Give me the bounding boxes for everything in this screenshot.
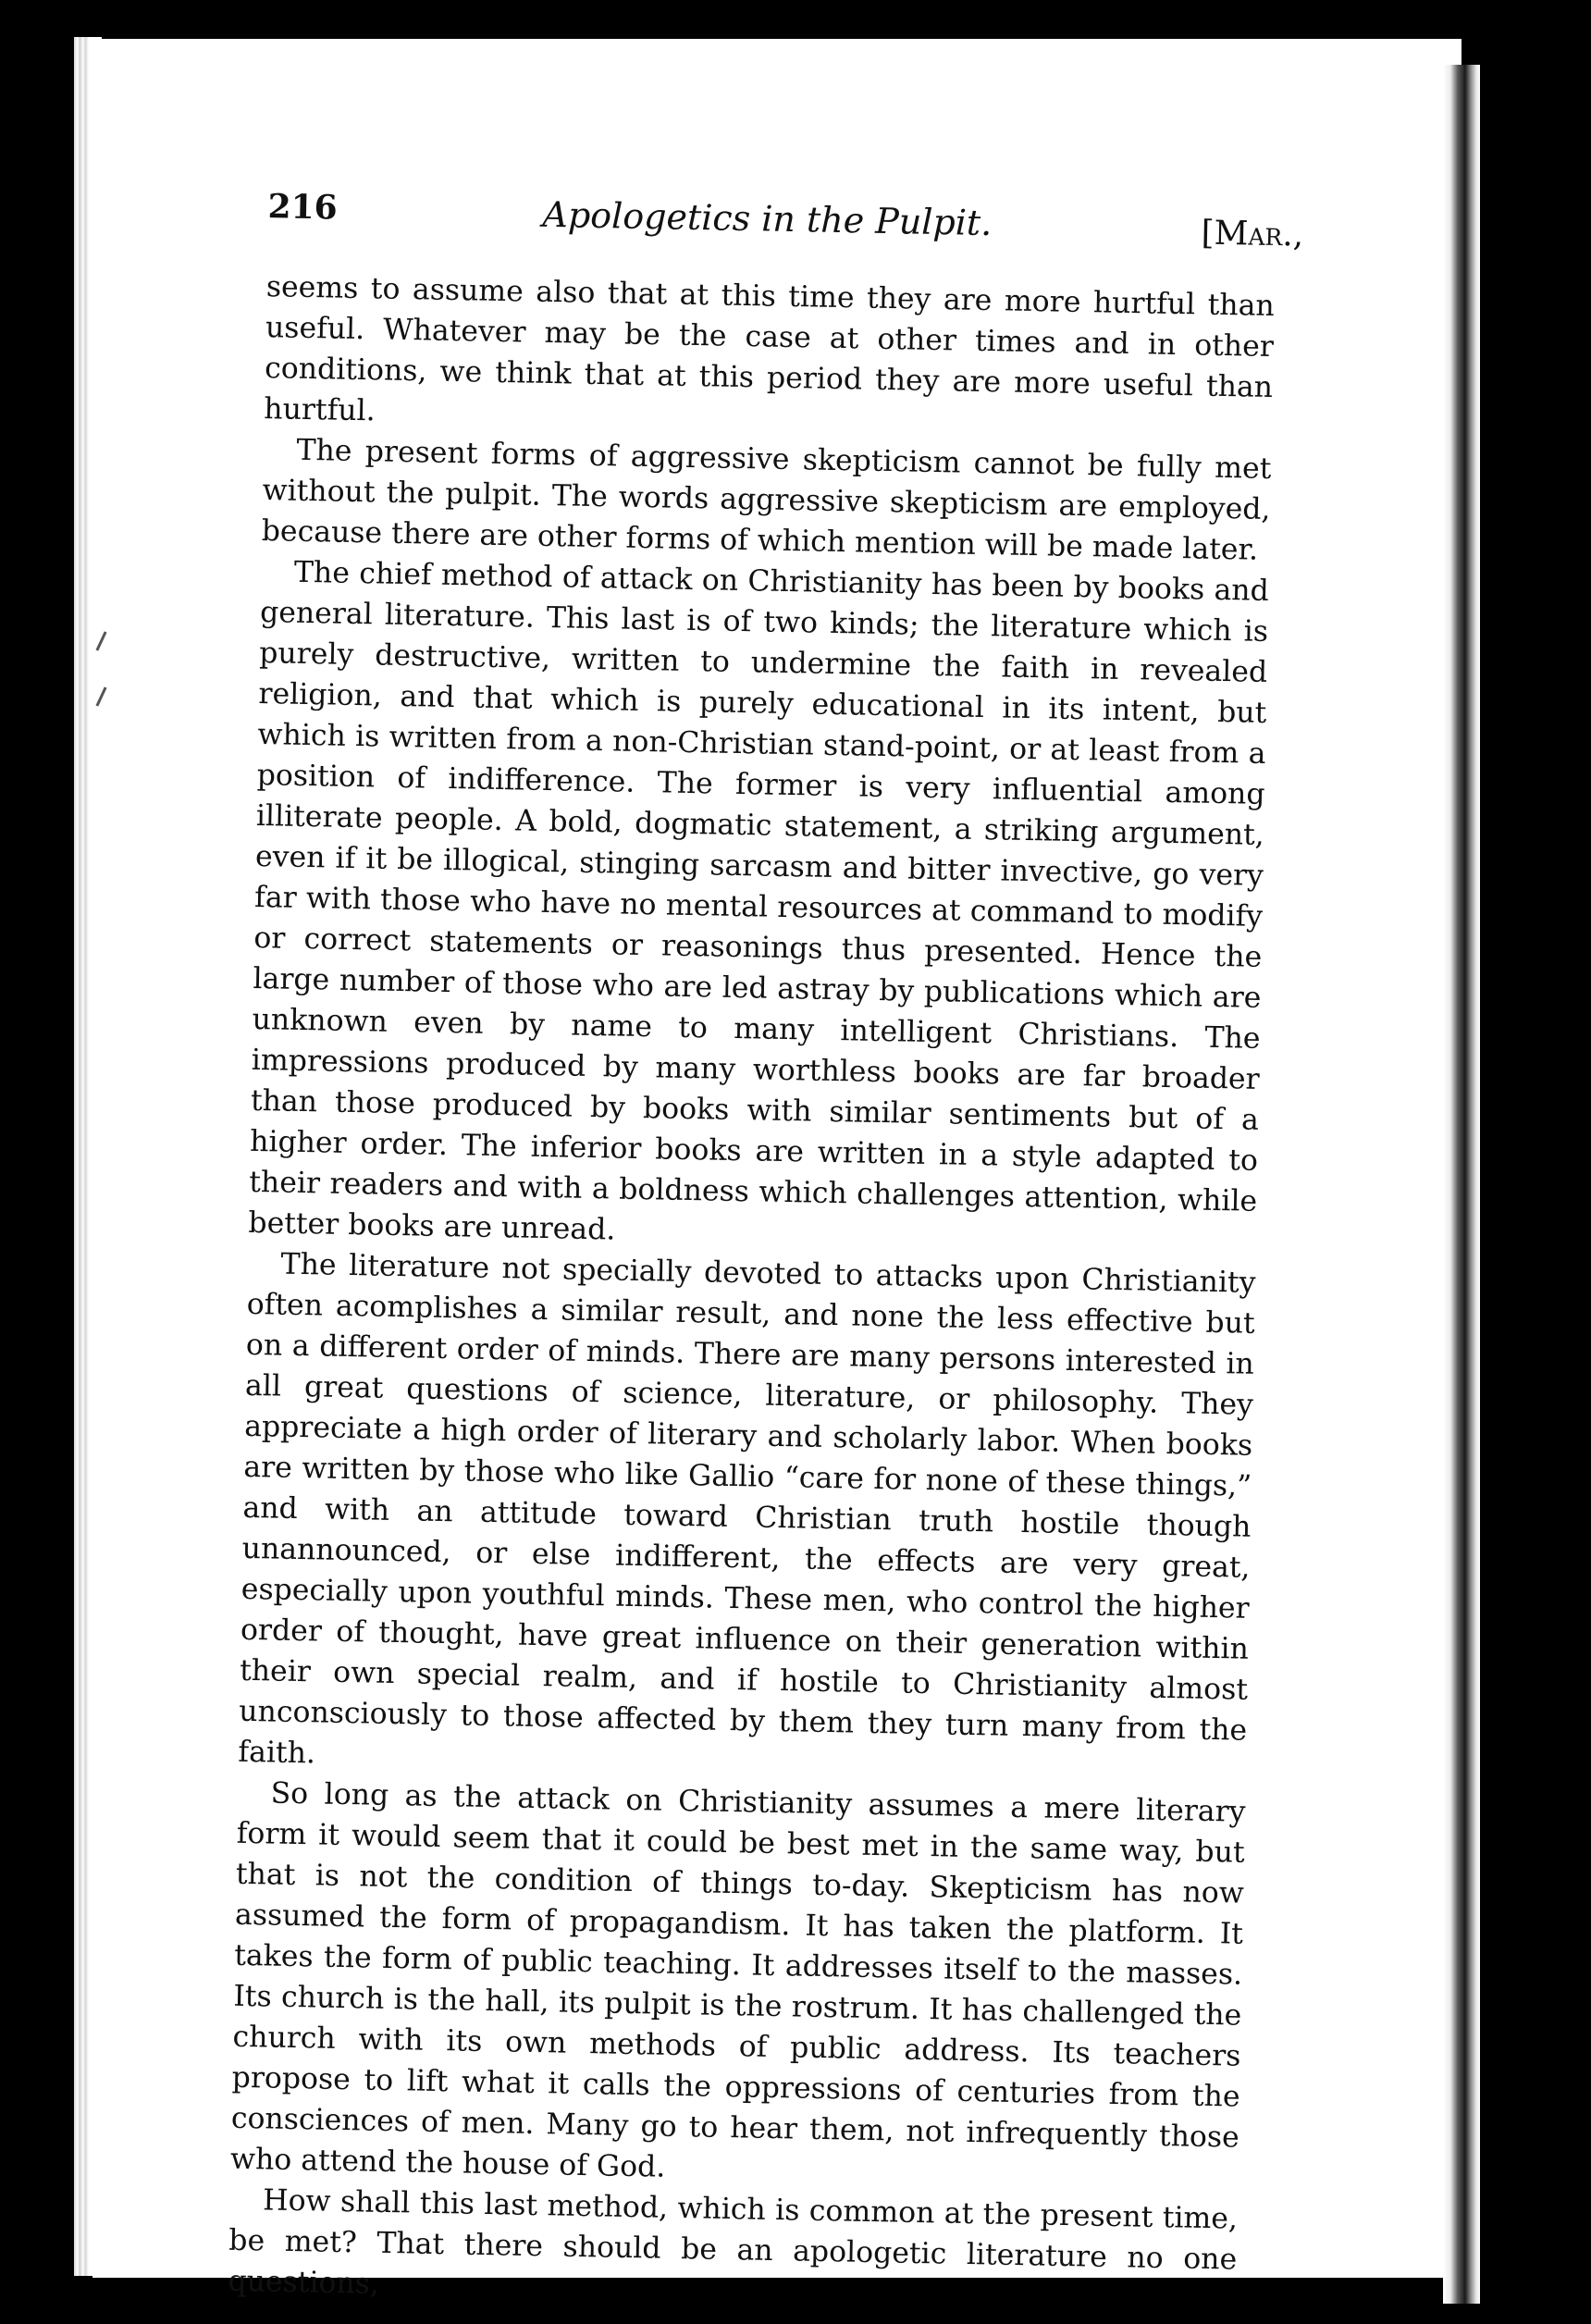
paragraph: How shall this last method, which is common at the present time, be met? That there should be an apologetic literature no one questions, (228, 2183, 1239, 2301)
page-number: 216 (267, 187, 339, 228)
paragraph: seems to assume also that at this time they are more hurtful than useful. Whatever may be the case at other times and in other conditions, we think that at this period they are more useful than hurtful. (264, 270, 1276, 428)
running-title: Apologetics in the Pulpit. (542, 193, 993, 244)
issue-month: [Mar., (1201, 214, 1304, 254)
paragraph: The present forms of aggressive skepticism cannot be fully met without the pulpit. The words aggressive skepticism are employed, because there are other forms of which mention will be made later. (261, 433, 1272, 567)
body-text (228, 266, 1275, 2321)
binding-edge (1443, 65, 1480, 2304)
paragraph: The literature not specially devoted to attacks upon Christianity often acomplishes a similar result, and none the less effective but on a different order of minds. There are many persons interested in all great questions of science, literature, or philosophy. They appreciate a high order of literary and scholarly labor. When books are written by those who like Gallio “care for none of these things,” and with an attitude toward Christian truth hostile though unannounced, or else indifferent, the effects are very great, especially upon youthful minds. These men, who control the higher order of thought, have great influence on their generation within their own special realm, and if hostile to Christianity almost unconsciously to those affected by them they turn many from the faith. (238, 1247, 1256, 1771)
paragraph: The chief method of attack on Christianity has been by books and general literature. This last is of two kinds; the literature which is purely destructive, written to undermine the faith in revealed religion, and that which is purely educational in its intent, but which is written from a non-Christian stand-point, or at least from a position of indifference. The former is very influential among illiterate people. A bold, dogmatic statement, a striking argument, even if it be illogical, stinging sarcasm and bitter invective, go very far with those who have no mental resources at command to modify or correct statements or reasonings thus presented. Hence the large number of those who are led astray by publications which are unknown even by name to many intelligent Christians. The impressions produced by many worthless books are far broader than those produced by books with similar sentiments but of a higher order. The inferior books are written in a style adapted to their readers and with a boldness which challenges attention, while better books are unread. (248, 555, 1270, 1247)
gutter-speck (95, 686, 106, 706)
paragraph: So long as the attack on Christianity assumes a mere literary form it would seem that it could be best met in the same way, but that is not the condition of things to-day. Skepticism has now assumed the form of propagandism. It has taken the platform. It takes the form of public teaching. It addresses itself to the masses. Its church is the hall, its pulpit is the rostrum. It has challenged the church with its own methods of public address. Its teachers propose to lift what it calls the oppressions of centuries from the consciences of men. Many go to hear them, not infrequently those who attend the house of God. (229, 1776, 1246, 2184)
page-content (126, 185, 1304, 2321)
gutter-speck (95, 631, 106, 650)
